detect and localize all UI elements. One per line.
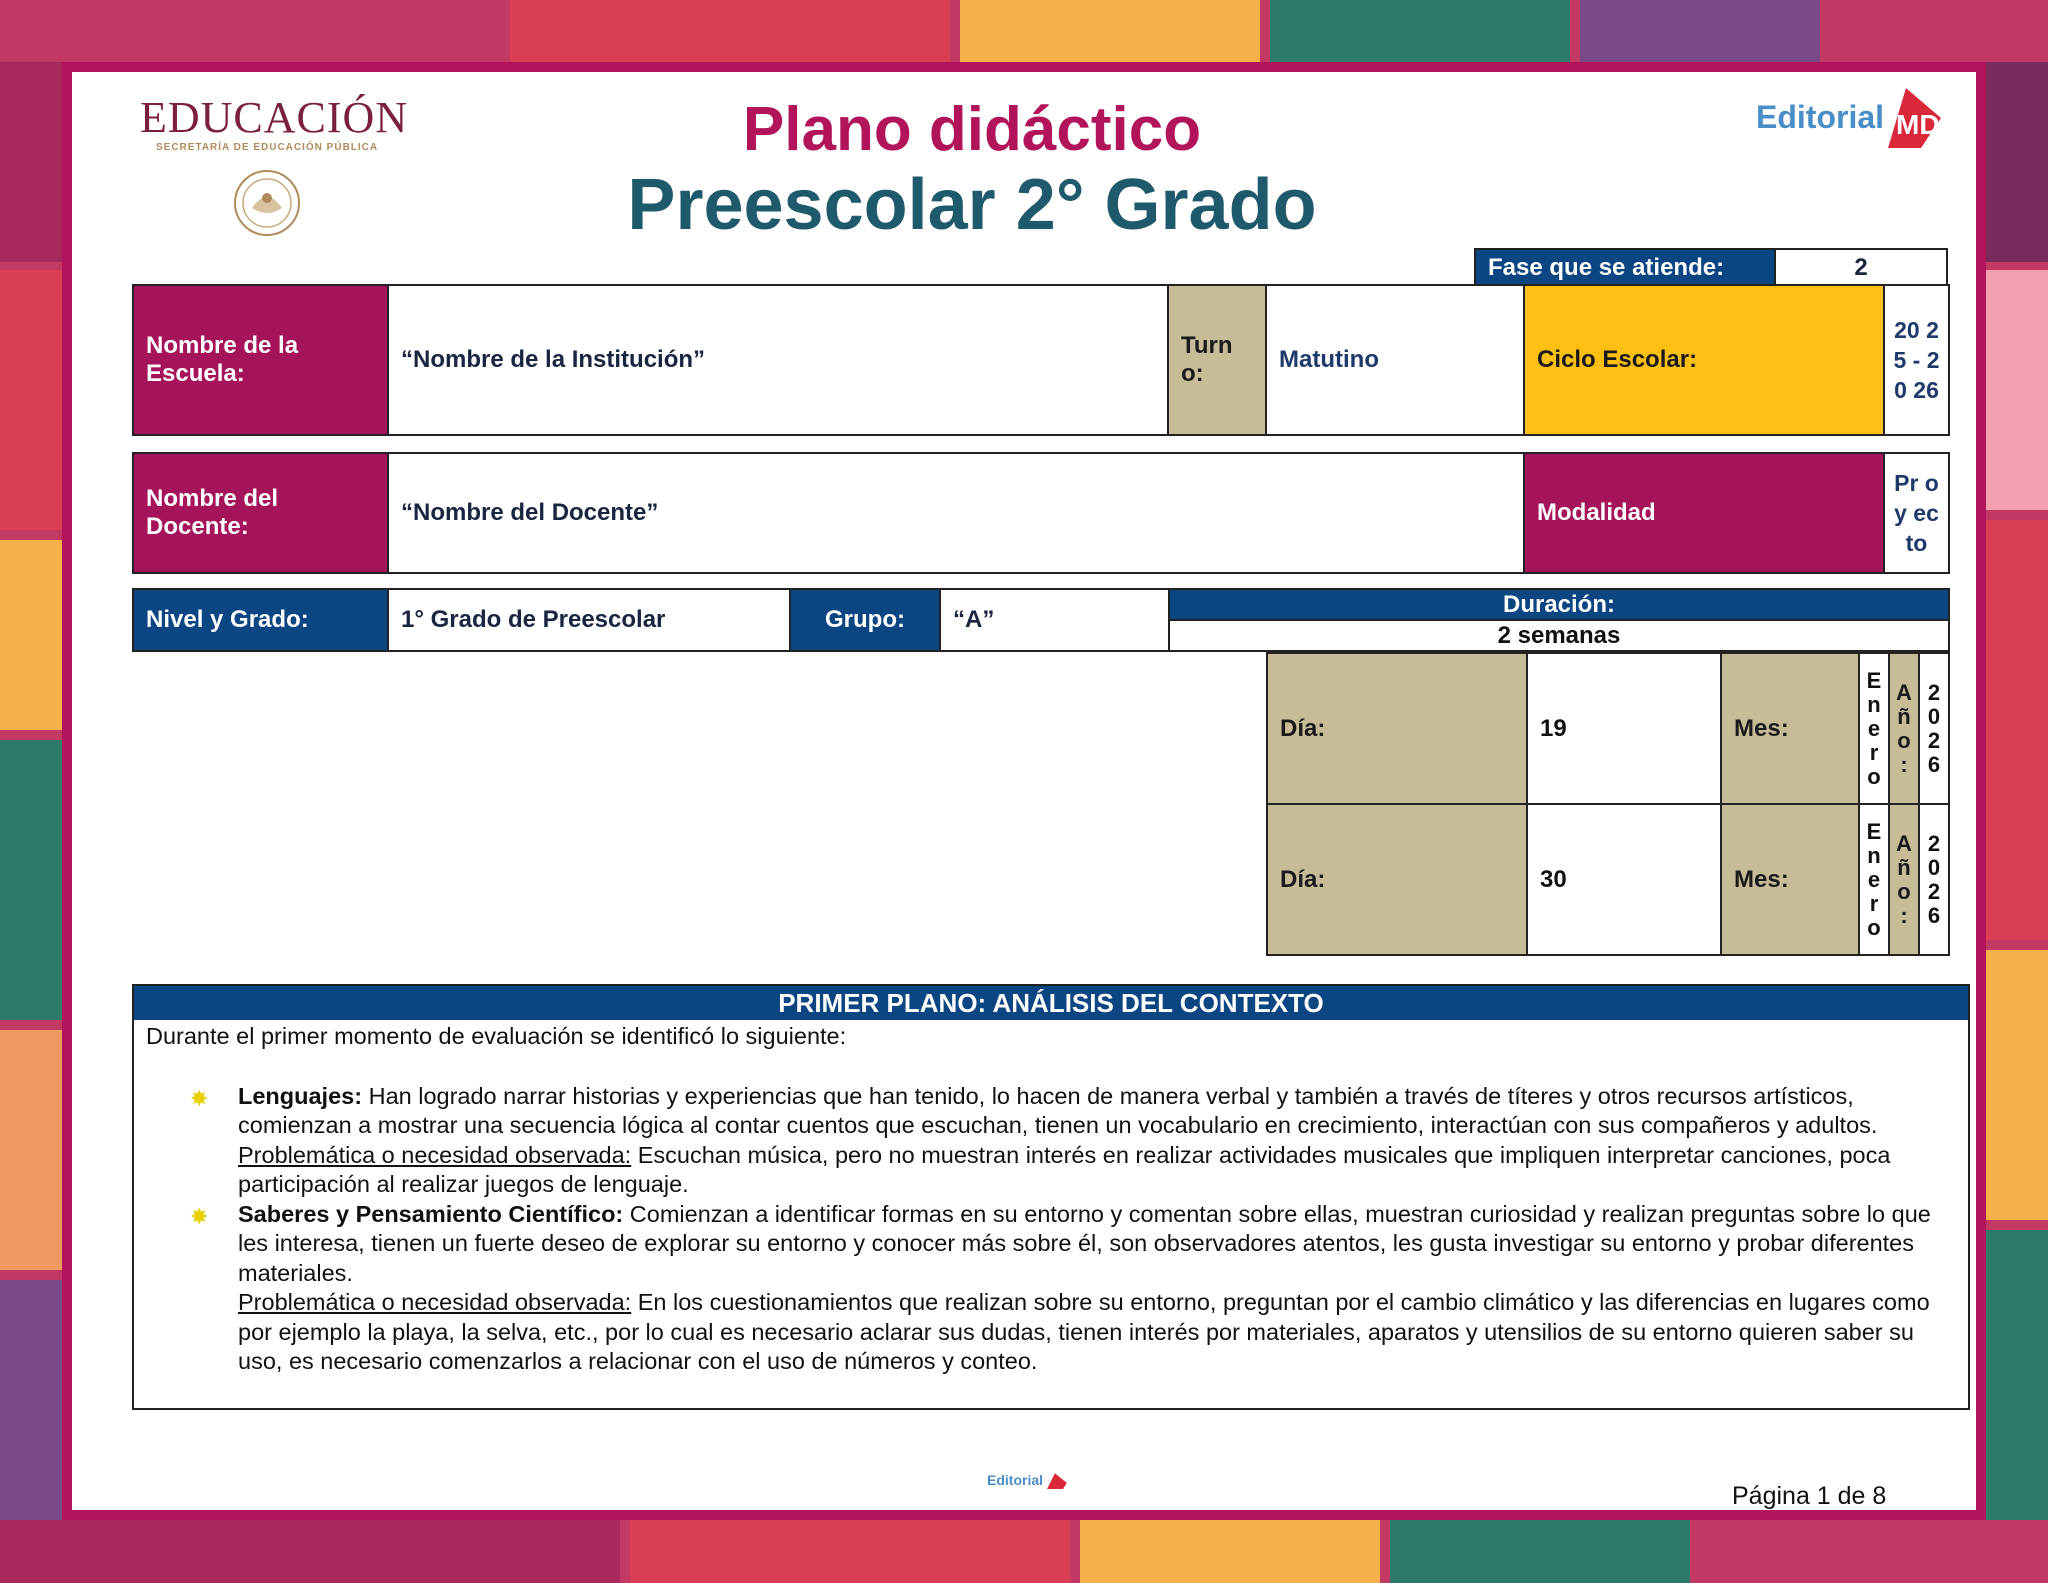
anio-value: 2 0 2 6 xyxy=(1919,804,1949,955)
dia-value: 30 xyxy=(1527,804,1721,955)
publisher-mark: MD xyxy=(1896,109,1940,140)
dia-label: Día: xyxy=(1267,653,1527,804)
item-text: Comienzan a identificar formas en su entorno y comentan sobre ellas, muestran curiosidad y realizan preguntas sobre lo que les interesa, tienen un fuerte deseo de explorar su entorno y conocer más sobre él, son observadores atentos, les gusta investigar su entorno y probar diferentes materiales. xyxy=(238,1200,1931,1286)
date-row-end xyxy=(1267,804,1949,955)
dia-label: Día: xyxy=(1267,804,1527,955)
mes-value: E n e r o xyxy=(1859,653,1889,804)
fase-table xyxy=(1474,248,1948,288)
footer-logo xyxy=(987,1472,1067,1489)
star-bullet-icon: ✸ xyxy=(190,1203,209,1229)
footer-logo-mark-icon xyxy=(1047,1473,1067,1489)
duracion-table xyxy=(1168,588,1950,652)
anio-value: 2 0 2 6 xyxy=(1919,653,1949,804)
footer-logo-text: Editorial xyxy=(987,1472,1044,1488)
education-logo: EDUCACIÓN xyxy=(140,93,409,142)
problem-label: Problemática o necesidad observada: xyxy=(238,1289,632,1315)
duracion-value: 2 semanas xyxy=(1169,620,1949,651)
modalidad-value: Pr oy ec to xyxy=(1884,453,1949,573)
fase-value: 2 xyxy=(1775,249,1947,287)
context-section xyxy=(132,984,1970,1410)
grupo-value: “A” xyxy=(940,589,1169,651)
document-subtitle: Preescolar 2° Grado xyxy=(627,165,1317,245)
dates-table xyxy=(1266,652,1950,956)
problem-text: En los cuestionamientos que realizan sobre su entorno, preguntan por el cambio climático y las diferencias en lugares como por ejemplo la playa, la selva, etc., por lo cual es necesario aclarar sus dudas, tienen interés por materiales, aparatos y utensilios de su entorno quieren saber su uso, es necesario comenzarlos a relacionar con el uso de números y conteo. xyxy=(238,1289,1930,1374)
fase-label: Fase que se atiende: xyxy=(1475,249,1775,287)
document-page xyxy=(62,62,1986,1520)
education-logo-subtitle: SECRETARÍA DE EDUCACIÓN PÚBLICA xyxy=(156,142,379,153)
mes-label: Mes: xyxy=(1721,653,1859,804)
problem-label: Problemática o necesidad observada: xyxy=(238,1141,632,1168)
anio-label: A ñ o : xyxy=(1889,653,1919,804)
date-row-start xyxy=(1267,653,1949,804)
publisher-text: Editorial xyxy=(1756,99,1885,135)
school-name-value: “Nombre de la Institución” xyxy=(388,285,1168,435)
context-item-saberes xyxy=(146,1200,1956,1377)
ciclo-label: Ciclo Escolar: xyxy=(1524,285,1884,435)
editorial-md-logo xyxy=(1756,78,1956,158)
page-number: Página 1 de 8 xyxy=(1732,1482,1887,1510)
teacher-row xyxy=(132,452,1950,574)
teacher-name-value: “Nombre del Docente” xyxy=(388,453,1524,573)
item-text: Han logrado narrar historias y experiencias que han tenido, lo hacen de manera verbal y también a través de títeres y otros recursos artísticos, comienzan a mostrar una secuencia lógica al contar cuentos que escuchan, tienen un vocabulario en crecimiento, interactúan con sus compañeros y adultos. xyxy=(238,1082,1878,1138)
context-item-lenguajes xyxy=(146,1082,1956,1200)
context-heading: PRIMER PLANO: ANÁLISIS DEL CONTEXTO xyxy=(134,986,1968,1020)
grupo-label: Grupo: xyxy=(790,589,940,651)
nivel-value: 1° Grado de Preescolar xyxy=(388,589,790,651)
problem-text: Escuchan música, pero no muestran interés en realizar actividades musicales que impliquen interpretar canciones, poca participación al realizar juegos de lenguaje. xyxy=(238,1141,1891,1197)
mes-label: Mes: xyxy=(1721,804,1859,955)
turno-value: Matutino xyxy=(1266,285,1524,435)
mes-value: E n e r o xyxy=(1859,804,1889,955)
item-title: Saberes y Pensamiento Científico: xyxy=(238,1200,624,1227)
star-bullet-icon: ✸ xyxy=(190,1085,209,1111)
dia-value: 19 xyxy=(1527,653,1721,804)
school-row xyxy=(132,284,1950,436)
teacher-name-label: Nombre del Docente: xyxy=(133,453,388,573)
turno-label: Turn o: xyxy=(1168,285,1266,435)
context-intro: Durante el primer momento de evaluación se identificó lo siguiente: xyxy=(146,1023,847,1049)
anio-label: A ñ o : xyxy=(1889,804,1919,955)
ciclo-value: 20 25 - 20 26 xyxy=(1884,285,1949,435)
school-name-label: Nombre de la Escuela: xyxy=(133,285,388,435)
modalidad-label: Modalidad xyxy=(1524,453,1884,573)
duracion-label: Duración: xyxy=(1169,589,1949,620)
nivel-label: Nivel y Grado: xyxy=(133,589,388,651)
grade-row xyxy=(132,588,1170,652)
item-title: Lenguajes: xyxy=(238,1082,363,1109)
document-title: Plano didáctico xyxy=(742,95,1202,164)
